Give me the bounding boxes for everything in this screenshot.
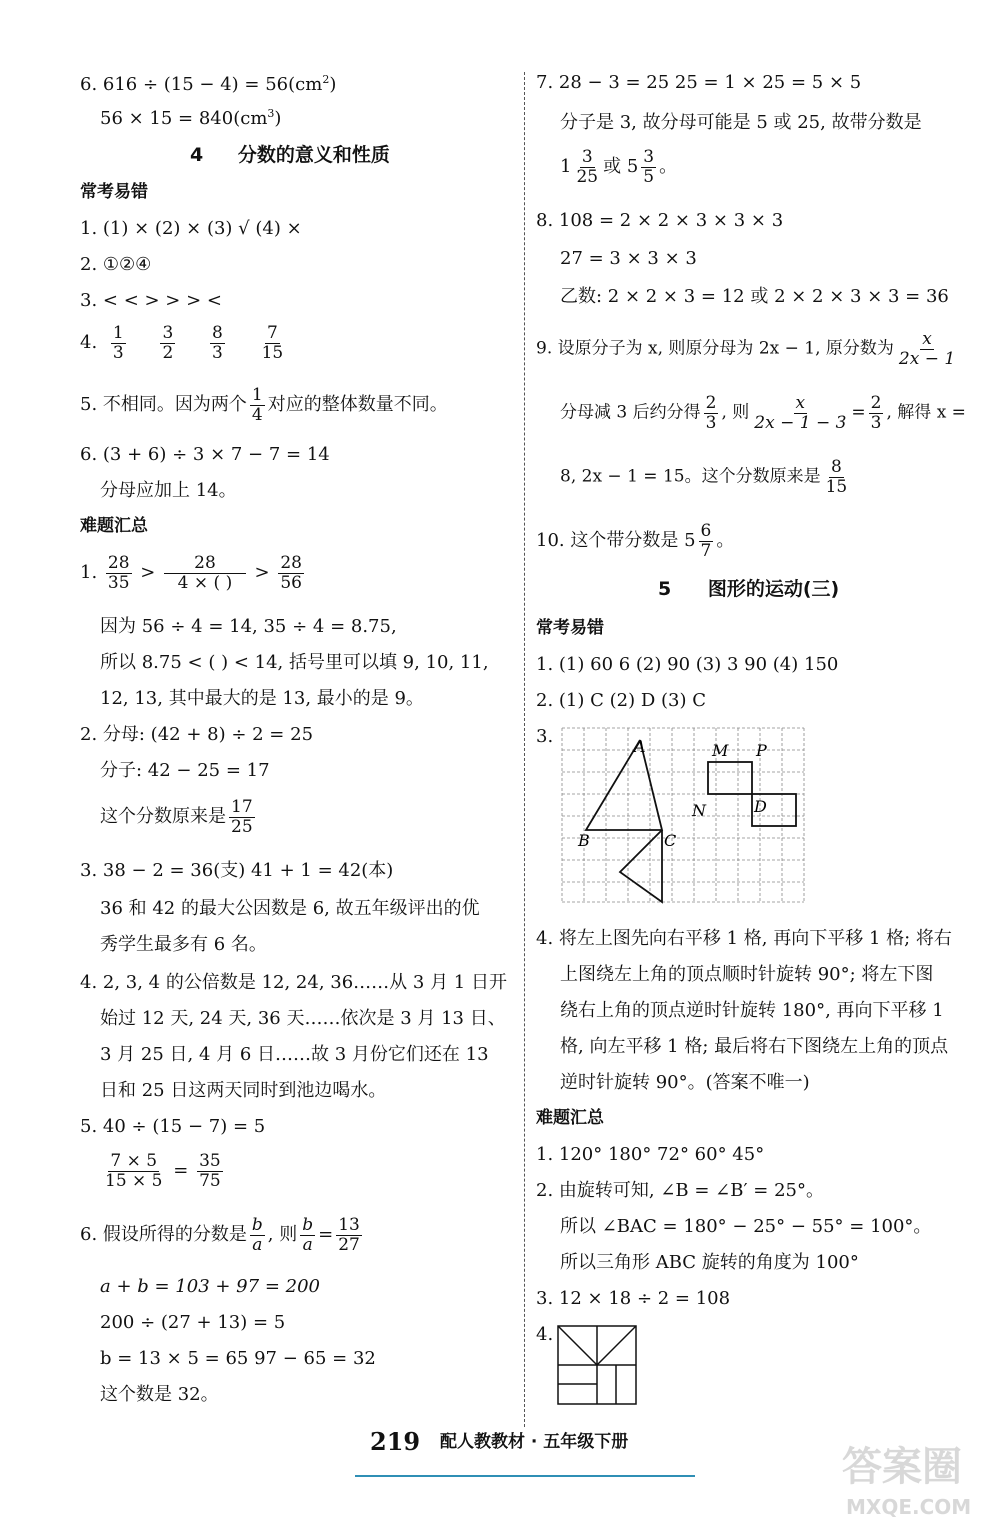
fraction: $\frac{1}{3}$: [112, 323, 124, 363]
hard-6-line2: a + b = 103 + 97 = 200: [100, 1276, 320, 1297]
hard-2-line2: 分子: 42 − 25 = 17: [100, 760, 270, 781]
column-divider: [524, 72, 525, 1427]
section-title: 分数的意义和性质: [237, 144, 390, 166]
answer-8-line2: 27 = 3 × 3 × 3: [560, 248, 697, 269]
s-item-4-line1: 4. 将左上图先向右平移 1 格, 再向下平移 1 格; 将右: [536, 928, 952, 949]
svg-text:D: D: [754, 797, 767, 816]
hard-2-line3: 这个分数原来是 $\frac{17}{25}$: [100, 797, 253, 837]
answer-9-line3: 8, 2x − 1 = 15。这个分数原来是 $\frac{8}{15}$: [560, 457, 848, 497]
fraction: $\frac{28}{35}$: [107, 553, 130, 593]
fraction: $\frac{3}{25}$: [576, 147, 599, 187]
t-item-2-line2: 所以 ∠BAC = 180° − 25° − 55° = 100°。: [560, 1216, 932, 1237]
fraction: $\frac{2}{3}$: [870, 393, 882, 433]
item-6-line1: 6. (3 + 6) ÷ 3 × 7 − 7 = 14: [80, 444, 330, 465]
svg-text:M: M: [712, 741, 729, 760]
fraction: $\frac{35}{75}$: [199, 1151, 221, 1191]
triangle-abc: [586, 740, 662, 830]
page-number: 219: [370, 1427, 421, 1456]
t-item-2-line1: 2. 由旋转可知, ∠B = ∠B′ = 25°。: [536, 1180, 824, 1201]
s-item-4-line4: 格, 向左平移 1 格; 最后将右下图绕左上角的顶点: [560, 1036, 949, 1057]
section-number: 5: [658, 578, 672, 600]
fraction: $\frac{28}{56}$: [280, 553, 302, 593]
fraction: $\frac{8}{15}$: [825, 457, 848, 497]
fraction: $\frac{28}{4 \times ( )}$: [164, 554, 246, 592]
fraction: $\frac{x}{2x - 1 - 3}$: [754, 393, 847, 433]
svg-text:C: C: [664, 831, 677, 850]
answer-6-line1: 6. $616 \div (15 - 4) = 56(cm^2)$: [80, 73, 337, 95]
answer-8-line1: 8. 108 = 2 × 2 × 3 × 3 × 3: [536, 210, 784, 231]
hard-4-line1: 4. 2, 3, 4 的公倍数是 12, 24, 36……从 3 月 1 日开: [80, 972, 507, 993]
svg-text:B: B: [578, 831, 590, 850]
s-item-4-line5: 逆时针旋转 90°。(答案不唯一): [560, 1072, 810, 1093]
hard-3-line1: 3. 38 − 2 = 36(支) 41 + 1 = 42(本): [80, 860, 394, 881]
fraction: $\frac{2}{3}$: [705, 393, 717, 433]
answer-7-line3: 1 $\frac{3}{25}$ 或 5 $\frac{3}{5}$ 。: [560, 147, 678, 187]
hard-1-line1: 1. $\frac{28}{35}$ > $\frac{28}{4 \times ( )}$ > $\frac{28}{56}$: [80, 553, 302, 593]
t-item-4-label: 4.: [536, 1324, 554, 1345]
svg-text:A: A: [634, 737, 646, 756]
subheading-common-errors-2: 常考易错: [536, 618, 604, 638]
fraction: $\frac{17}{25}$: [231, 797, 253, 837]
hard-6-line4: b = 13 × 5 = 65 97 − 65 = 32: [100, 1348, 376, 1369]
section-title: 图形的运动(三): [707, 578, 840, 600]
svg-text:答案圈: 答案圈: [842, 1444, 962, 1490]
hard-3-line3: 秀学生最多有 6 名。: [100, 934, 267, 955]
item-5: 5. 不相同。因为两个 $\frac{1}{4}$ 对应的整体数量不同。: [80, 385, 448, 425]
hard-2-line1: 2. 分母: (42 + 8) ÷ 2 = 25: [80, 724, 314, 745]
hard-6-line1: 6. 假设所得的分数是 $\frac{b}{a}$ , 则 $\frac{b}{a}$ = $\frac{13}{27}$: [80, 1215, 360, 1255]
footer-rule: [355, 1475, 695, 1477]
hard-4-line4: 日和 25 日这两天同时到池边喝水。: [100, 1080, 387, 1101]
fraction: $\frac{7 \times 5}{15 \times 5}$: [105, 1151, 163, 1191]
s-item-4-line3: 绕右上角的顶点逆时针旋转 180°, 再向下平移 1: [560, 1000, 944, 1021]
answer-6-line2: $56 \times 15 = 840(cm^3)$: [100, 107, 282, 129]
item-1: 1. (1) × (2) × (3) √ (4) ×: [80, 218, 302, 239]
fraction: $\frac{b}{a}$: [302, 1215, 314, 1255]
t-item-2-line3: 所以三角形 ABC 旋转的角度为 100°: [560, 1252, 859, 1273]
fraction: $\frac{3}{2}$: [162, 323, 174, 363]
watermark-logo: [838, 1430, 993, 1520]
hard-5-line1: 5. 40 ÷ (15 − 7) = 5: [80, 1116, 266, 1137]
hard-1-line4: 12, 13, 其中最大的是 13, 最小的是 9。: [100, 688, 424, 709]
answer-10: 10. 这个带分数是 5 $\frac{6}{7}$ 。: [536, 521, 735, 561]
subheading-common-errors: 常考易错: [80, 182, 148, 202]
rect-mnp: [708, 762, 752, 794]
hard-6-line3: 200 ÷ (27 + 13) = 5: [100, 1312, 286, 1333]
hard-4-line2: 始过 12 天, 24 天, 36 天……依次是 3 月 13 日、: [100, 1008, 506, 1029]
item-4: 4. $\frac{1}{3}$ $\frac{3}{2}$ $\frac{8}{3}$ $\frac{7}{15}$: [80, 323, 284, 363]
hard-1-line3: 所以 8.75 < ( ) < 14, 括号里可以填 9, 10, 11,: [100, 652, 489, 673]
item-3: 3. < < > > > <: [80, 290, 222, 311]
translation-rotation-grid-figure: [552, 722, 814, 912]
hard-3-line2: 36 和 42 的最大公因数是 6, 故五年级评出的优: [100, 898, 480, 919]
hard-6-line5: 这个数是 32。: [100, 1384, 219, 1405]
fraction: $\frac{7}{15}$: [261, 323, 284, 363]
fraction: $\frac{3}{5}$: [643, 147, 655, 187]
svg-text:N: N: [692, 801, 706, 820]
section-number: 4: [190, 144, 204, 166]
hard-4-line3: 3 月 25 日, 4 月 6 日……故 3 月份它们还在 13: [100, 1044, 489, 1065]
section-4-heading: [190, 146, 390, 165]
fraction: $\frac{1}{4}$: [251, 385, 263, 425]
fraction: $\frac{x}{2x - 1}$: [898, 329, 956, 369]
hard-1-line2: 因为 56 ÷ 4 = 14, 35 ÷ 4 = 8.75,: [100, 616, 397, 637]
answer-7-line2: 分子是 3, 故分母可能是 5 或 25, 故带分数是: [560, 112, 922, 133]
s-item-3-label: 3.: [536, 726, 554, 747]
hard-5-line2: $\frac{7 \times 5}{15 \times 5}$ = $\frac{35}{75}$: [105, 1151, 221, 1191]
answer-9-line2: 分母减 3 后约分得 $\frac{2}{3}$ , 则 $\frac{x}{2x - 1 - 3}$ = $\frac{2}{3}$ , 解得 x =: [560, 393, 966, 433]
svg-text:MXQE.COM: MXQE.COM: [846, 1495, 972, 1519]
t-item-1: 1. 120° 180° 72° 60° 45°: [536, 1144, 765, 1165]
answer-8-line3: 乙数: 2 × 2 × 3 = 12 或 2 × 2 × 3 × 3 = 36: [560, 286, 949, 307]
subheading-hard-problems: 难题汇总: [80, 516, 148, 536]
square-division-figure: [554, 1322, 640, 1410]
s-item-4-line2: 上图绕左上角的顶点顺时针旋转 90°; 将左下图: [560, 964, 934, 985]
item-6-line2: 分母应加上 14。: [100, 480, 237, 501]
answer-7-line1: 7. 28 − 3 = 25 25 = 1 × 25 = 5 × 5: [536, 72, 862, 93]
section-5-heading: [658, 580, 839, 599]
subheading-hard-problems-2: 难题汇总: [536, 1108, 604, 1128]
answer-9-line1: 9. 设原分子为 x, 则原分母为 2x − 1, 原分数为 $\frac{x}{2x - 1}$: [536, 329, 956, 369]
s-item-2: 2. (1) C (2) D (3) C: [536, 690, 706, 711]
fraction: $\frac{13}{27}$: [338, 1215, 360, 1255]
fraction: $\frac{b}{a}$: [251, 1215, 263, 1255]
fraction: $\frac{8}{3}$: [212, 323, 223, 363]
s-item-1: 1. (1) 60 6 (2) 90 (3) 3 90 (4) 150: [536, 654, 839, 675]
fraction: $\frac{6}{7}$: [700, 521, 712, 561]
t-item-3: 3. 12 × 18 ÷ 2 = 108: [536, 1288, 731, 1309]
triangle-lower: [620, 830, 662, 902]
footer-text: 配人教教材 · 五年级下册: [440, 1432, 629, 1452]
svg-text:P: P: [756, 741, 767, 760]
item-2: 2. ①②④: [80, 254, 152, 275]
